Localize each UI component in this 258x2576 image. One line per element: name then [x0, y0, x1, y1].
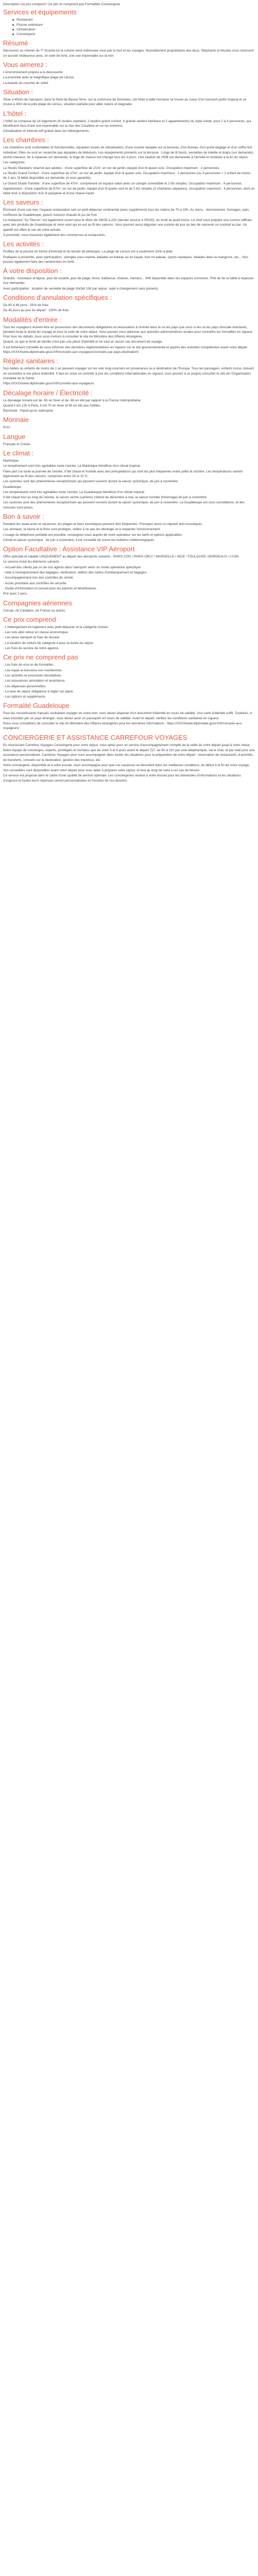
service-item: Piscine extérieure [17, 23, 255, 27]
section-title: Situation : [3, 88, 33, 96]
section-paragraph: - Aide à l'enregistrement des bagages, vérification, édition des cartes d'embarquement et bagages. [3, 571, 148, 575]
section-paragraph: - Les frais de service de notre agence. [3, 647, 59, 651]
section-paragraph: Pendant les week-ends et vacances, les plages et lieux touristiques peuvent être fréquentés. Prévoyez aussi un répulsif anti-moustiques. [3, 522, 203, 526]
section [3, 513, 255, 543]
section-paragraph: Corsair, Air Caraïbes, Air France ou autres [3, 608, 66, 613]
section [3, 702, 255, 731]
service-list [3, 18, 255, 37]
section-paragraph: Il est fortement conseillé de vous informer des dernières réglementations en vigueur sur le site gouvernemental et auprès des autorités compétentes avant votre départ. https://XXXXwww.diplomatie.gouv.fr/fr/conseils-aux-voyageurs/conseils-par-pays-destination/ [3, 345, 248, 354]
section-paragraph: Profitez de la piscine en forme d'éventail et du terrain de pétanque. La plage de Lérous est à seulement 2min à pied. [3, 250, 173, 254]
section-paragraph: Français et Créole [3, 442, 30, 446]
section-paragraph: Les catégories : [3, 161, 27, 165]
section-paragraph: De 45 jours au jour du départ : 100% de frais [3, 309, 69, 313]
section-paragraph: Ce service est proposé dans le cadre d'une qualité de service optimale. Les conciergeries restent à votre écoute pour les demandes d'informations et les situations d'urgence et toutes leurs réponses seront personnalisées en fonction de vos besoins. [3, 774, 241, 783]
section [3, 39, 255, 58]
section-paragraph: Faire part sur toute la journée de l'année, il fait chaud et humide avec des précipitations qui sont les plus fréquentes entre juillet et octobre. Les températures varient légèrement au fil des saisons, comprises entre 24 et 31°C. [3, 469, 243, 478]
section [3, 240, 255, 264]
section [3, 136, 255, 196]
section-paragraph: Climatisation et Internet wifi gratuit dans les hébergements. [3, 129, 90, 133]
section-paragraph: - La taxe de séjour obligatoire à régler sur place. [3, 689, 74, 693]
service-item: Climatisation [17, 27, 255, 32]
page [0, 0, 258, 790]
section-title: Les chambres : [3, 136, 49, 144]
section [3, 599, 255, 613]
section [3, 545, 255, 596]
section-paragraph: Quand il est 12h à Paris, il est 7h en hiver et 6h en été aux Antilles. [3, 403, 101, 408]
section-paragraph: - Accompagnement lors des contrôles de sûreté. [3, 576, 74, 580]
section-paragraph: Les cyclones sont des phénomènes exceptionnels qui peuvent survenir durant la saison cyclonique, de juin à novembre. La Guadeloupe est sous surveillance, et des mesures sont prises. [3, 501, 245, 510]
section-paragraph: - Les assurances annulation et assistance. [3, 679, 66, 683]
section-paragraph: Étonnant d'une vue mer, l'espace restauration sert un petit-déjeuner continental (avec supplément) tous les matins de 7h à 10h. Au menu : viennoiseries, fromages, pain, confitures de Guadeloupe, yaourt, boisson chaude et jus de fruit. [3, 208, 250, 217]
section-paragraph: Les cyclones sont des phénomènes exceptionnels qui peuvent survenir durant la saison cyclonique, de juin à novembre. [3, 480, 179, 484]
section-paragraph: Votre conciergerie, disponible et à votre écoute, vous accompagne pour que vos vacances se déroulent dans les meilleures conditions, du début à la fin de votre voyage. [3, 763, 250, 767]
section-paragraph: - Les vols aller-retour en classe économique. [3, 631, 69, 635]
section-paragraph: L'usage du téléphone portable est possible, renseignez-vous auprès de votre opérateur sur les tarifs et options applicables. [3, 533, 183, 537]
section-paragraph: Les animaux, la faune et la flore sont protégés, veillez à ne pas les déranger et à respecter l'environnement. [3, 528, 161, 532]
section-title: Conditions d'annulation spécifiques : [3, 293, 112, 301]
section-paragraph: Notre équipe de concierges, experts, privilégiés et humains que de votre 5 et 6 jours avant le départ 7j/7, de 9h à 21h par voie téléphonique, via le chat, et par mail pour une assistance personnalisée. Carrefour Voyages pour vous accompagner dans toutes les situations pour la préparation de votre départ : réservation de restaurants, d'activités, de transferts, conseils sur la destination, gestion des imprévus, etc. [3, 748, 255, 762]
section-title: Langue [3, 432, 26, 440]
section-paragraph: La Studio Standard, réservé aux adultes : d'une superficie de 21m², en rez de jardin, équipé d'un lit queen size. Occupation maximum : 2 personnes. [3, 166, 220, 170]
section-paragraph: Le restaurant "Au Tiburon" est également ouvert pour le dîner de 18h30 à 22h (dernier service à 20h30), du lundi au jeudi inclus. Le chef vous prépare une cuisine raffinée avec des produits de Guadeloupe et vivre celui qui en est au fil des saisons. Vous pourrez aussi déguster une cuisine de jour au lieu de savourer un cocktail au bar. Un apéritif est offert le soir de votre arrivée. [3, 218, 252, 232]
section-paragraph: La proximité avec la magnifique plage de Lérous [3, 76, 74, 80]
section-title: L'hôtel : [3, 109, 27, 117]
section-title: Services et équipements [3, 8, 77, 16]
section-paragraph: Nous vous conseillons de consulter le site du Ministère des Affaires étrangères pour les dernières informations : https://XXXXwww.diplomatie.gouv.fr/fr/conseils-aux-voyageurs/ [3, 722, 243, 731]
section-paragraph: L'environnement propice à la découverte [3, 71, 63, 75]
section-paragraph: https://XXXXwww.diplomatie.gouv.fr/fr/conseils-aux-voyageurs [3, 382, 94, 386]
section-paragraph: - Les taxes aéroport et frais de dossier. [3, 636, 60, 640]
service-item: Restaurant [17, 18, 255, 22]
section-title: Formalité Guadeloupe [3, 702, 70, 710]
section-paragraph: Découvrez ou chemin du T! Suscite-toi la cuisine nécé intéressée vous par le tout et les voyages. Nouvellement propriétaires des lieux, Stéphanie et Nicolas vous réservent un accueil chaleureux avec, en toile de fond, une vue imprenable sur la mer. [3, 49, 254, 58]
section [3, 294, 255, 313]
section [3, 198, 255, 238]
section-title: Compagnies aériennes [3, 599, 72, 607]
section [3, 8, 255, 37]
section-paragraph: Offre spéciale et valable UNIQUEMENT au départ des aéroports suivants : PARIS CDG / PARIS ORLY / MARSEILLE / NICE / TOULOUSE / BORDEAUX / LYON. [3, 555, 239, 559]
section-paragraph: Le Grand Studio Familial : d'une superficie de 47m², comprenant un espace salon avec un canapé convertible et 2 lits simples. Occupation maximum : 4 personnes. [3, 181, 243, 185]
section-paragraph: La beauté du coucher du soleil [3, 81, 49, 85]
section-paragraph: Électricité : Pareil qu'en métropole [3, 409, 53, 413]
section-title: CONCIERGERIE ET ASSISTANCE CARREFOUR VOYAGES [3, 733, 187, 741]
section-paragraph: Nos bébés ou enfants de moins de 1 an peuvent voyager sur les vols long-courriers en provenance ou à destination de l'Europe. Tous les passagers, enfants inclus, doivent se soumettre à une pièce d'identité. Il faut en outre un contrôle à jour les conditions internationales en vigueur, vous pouvez à ce propos consulter le site de l'Organisation mondiale de la Santé. [3, 367, 254, 380]
section [3, 88, 255, 107]
section-paragraph: - Les options et suppléments. [3, 695, 46, 699]
section-paragraph: L'hôtel se compose de 14 logements (6 studios standard, 2 studios grand confort, 4 grands studios familiaux et 2 appartements) du style créole, pour 2 à 4 personnes, qui bénéficient tous d'une vue imprenable sur la mer des Caraïbes et sur les environs. [3, 119, 251, 128]
service-item: Conciergerie [17, 32, 255, 37]
section-title: Décalage horaire / Électricité : [3, 388, 93, 397]
section-paragraph: De 60 à 46 jours : 50% de frais [3, 303, 49, 307]
section-title: Les saveurs : [3, 198, 43, 207]
section [3, 110, 255, 134]
section-paragraph: Guadeloupe : [3, 485, 23, 489]
section-paragraph: - Les activités et excursions facultatives. [3, 673, 62, 677]
section-paragraph: Prix avec 2 pers. [3, 592, 28, 596]
section-title: Résumé [3, 39, 28, 47]
section-paragraph: - Guide d'information et conseil pour les parents et bénéficiaires. [3, 586, 98, 590]
section-paragraph: Le Studio Grand Confort : d'une superficie de 27m², en rez de jardin, équipé d'un lit queen size. Occupation maximum : 2 personnes (ou 3 personnes + 1 enfant de moins de 2 ans, lit bébé disponible sur demande, et sous garantie). [3, 171, 251, 180]
page-description: Description Ca you compend ! Ce prix te comprend pas Formalités Conciergerie [3, 3, 120, 6]
section [3, 357, 255, 386]
section-paragraph: Martinique [3, 459, 19, 463]
section-title: À votre disposition : [3, 267, 62, 275]
section-paragraph: - Les frais de visa ou de formalités. [3, 663, 55, 667]
section-paragraph: Vos conseillers sont disponibles avant votre départ pour vous aider à préparer votre séjour, et tout au long de celui-ci en cas de besoin. [3, 769, 200, 773]
section-paragraph: - Accueil des clients par un de nos agents dans l'aéroport selon un mode opératoire spécifique. [3, 565, 142, 569]
section-paragraph: En choisissant Carrefour Voyages Conciergerie pour votre séjour, vous optez pour un service d'accompagnement complet de la veille de votre départ jusqu'à votre retour. [3, 743, 251, 747]
section-paragraph: Le décalage horaire est de -5h en hiver et de -6h en été par rapport à la France métropolitaine. [3, 398, 142, 402]
section-paragraph: Euro [3, 426, 10, 430]
section [3, 433, 255, 447]
section [3, 416, 255, 430]
section [3, 316, 255, 355]
section-paragraph: Les températures sont très agréables toute l'année. La Guadeloupe bénéficie d'un climat tropical. [3, 490, 145, 494]
section-paragraph: Il fait chaud tout au long de l'année, la saison sèche (carême) s'étend de décembre à mai, la saison humide (hivernage) de juin à novembre. [3, 496, 208, 500]
section [3, 389, 255, 414]
section-title: Réglez sanitaires : [3, 357, 58, 365]
section-title: Le climat : [3, 449, 34, 457]
section-paragraph: Les chambres sont confortables et fonctionnelles, équipées toutes de climatisation, d'une cuisine équipée sur la terrasse, d'un bureau, d'un porte-bagage et d'un coffre-fort individuel. Elles ne sont en revanche pas équipées de télévision. Les équipements présents sur la terrasse : Linge de lit fourni, serviettes de toilette et draps (sur demande), sèche-cheveux, fer à repasser sur demande, le linge de maison est changé tous les 3 jours. Une caution de 200€ est demandée à l'arrivée et restituée à la fin du séjour. [3, 146, 254, 160]
section-paragraph: Situé à 40min de l'aéroport, dans le Nord de Basse-Terre, sur la commune de Deshaies, cet hôtel à taille humaine se trouve au coeur d'un luxuriant jardin tropical et se trouve à 40m de la jolie plage de Lérous, situation parfaite pour allier nature et baignade. [3, 97, 247, 107]
section-title: Vous aimerez : [3, 61, 47, 69]
section-title: Les activités : [3, 240, 44, 248]
section-paragraph: Climat et saison cyclonique : de juin à novembre, il est conseillé de suivre les bulletins météorologiques. [3, 538, 155, 542]
section-paragraph: - L'hébergement en logement avec petit-déjeuner et la catégorie choisie. [3, 625, 109, 629]
section-paragraph: Gratuits : nouveaux et bijoux, jeux de société, jeux de plage, livres, barbecue, chaises, hamacs... Wifi disponible dans les espaces communs. Prêt de fer et table à repasser (sur demande). [3, 277, 254, 285]
section-title: Ce prix ne comprend pas [3, 653, 78, 662]
section-title: Modalités d'entrée : [3, 315, 62, 324]
section-title: Ce prix comprend [3, 615, 56, 623]
section-paragraph: Pratiques à proximité, avec participation : plongée sous-marine, balades en bateau ou en kayak, tour en bateau, sports nautiques, balades dans la mangrove, etc... Nos pouvez également faire des randonnées en forêt. [3, 255, 248, 264]
section-paragraph: Tous les voyageurs doivent être en possession des documents obligatoires et nécessaires à l'entrée dans le ou les pays que vous si les ou les pays d'escale éventuels, pendant toute la durée du voyage et pour la suite de votre séjour. Vous pouvez vous adresser aux autorités administratives locales pour connaître les formalités en vigueur. Pour tous les détails, nous vous invitons à consulter le site du Ministère des Affaires étrangères. [3, 325, 253, 339]
section [3, 616, 255, 651]
section [3, 449, 255, 510]
section [3, 267, 255, 291]
section-title: Option Facultative : Assistance VIP Aéroport [3, 545, 135, 553]
section [3, 653, 255, 699]
section-paragraph: Le tempérament sont très agréables toute l'année. La Martinique bénéficie d'un climat tropical. [3, 464, 141, 468]
section-paragraph: Le service inclut les éléments suivants : [3, 560, 61, 564]
section-paragraph: Pour les ressortissants français souhaitant voyager en outre-mer, vous devez disposer d'un document d'identité en cours de validité. Une carte d'identité suffit. Toutefois, si vous transitez par un pays étranger, vous devez avoir un passeport en cours de validité. Avant le départ, vérifiez les conditions sanitaires en vigueur. [3, 711, 252, 720]
section-paragraph: - Accès prioritaire aux contrôles de sécurité. [3, 581, 67, 585]
section-paragraph: - Les dépenses personnelles. [3, 684, 46, 688]
section-paragraph: Quand, ce que le livret de famille n'est pas une pièce d'identité et ne vaut en aucun cas document de voyage. [3, 340, 163, 344]
section-paragraph: - La location de voiture de catégorie A pour la durée du séjour. [3, 641, 94, 645]
section-title: Monnaie [3, 416, 29, 424]
section-paragraph: - Les repas et boissons non mentionnés. [3, 668, 63, 672]
section-title: Bon à savoir : [3, 513, 44, 520]
section [3, 61, 255, 86]
section-paragraph: À proximité, vous trouverez également des commerces et restaurants. [3, 233, 106, 237]
sections-container [3, 8, 255, 783]
section-paragraph: Appartement : d'une superficie de 67m², en rez de jardin, équipé d'un lit queen size et de 2 lits simples (2 chambres séparées). Occupation maximum : 4 personnes, dont un bébé tiroir à disposition d'un lit parapluie et d'une chaise haute. [3, 187, 255, 196]
section-paragraph: Avec participation : location de serviette de plage (forfait 12€ par séjour, sujet à changement sans préavis). [3, 286, 159, 291]
section [3, 734, 255, 783]
